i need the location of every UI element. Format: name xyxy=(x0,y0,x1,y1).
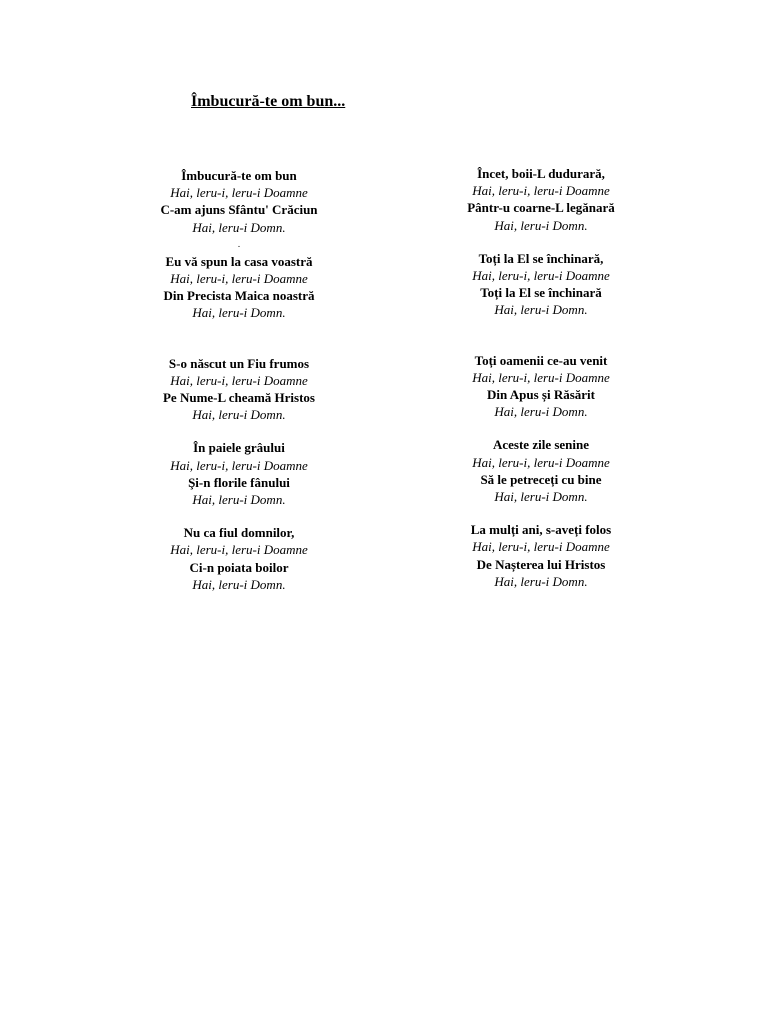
refrain-line: Hai, leru-i Domn. xyxy=(192,492,286,508)
refrain-line: Hai, leru-i, leru-i Doamne xyxy=(170,542,308,558)
stanza xyxy=(421,352,661,421)
refrain-line: Hai, leru-i, leru-i Doamne xyxy=(472,369,610,385)
stanza xyxy=(421,521,661,590)
verse-line: Din Apus și Răsărit xyxy=(487,387,595,403)
refrain-line: Hai, leru-i, leru-i Doamne xyxy=(472,268,610,284)
refrain-line: Hai, leru-i, leru-i Doamne xyxy=(472,454,610,470)
verse-line: Să le petreceți cu bine xyxy=(480,471,602,487)
verse-line: S-o născut un Fiu frumos xyxy=(168,355,310,371)
stanza xyxy=(421,165,661,234)
stanza xyxy=(119,355,359,424)
right-column xyxy=(421,165,661,590)
refrain-line: Hai, leru-i, leru-i Doamne xyxy=(170,185,308,201)
stanza xyxy=(119,253,359,322)
stanza xyxy=(119,524,359,593)
verse-line: Încet, boii-L dudurară, xyxy=(477,166,605,181)
verse-line: Ci-n poiata boilor xyxy=(189,559,289,575)
verse-line: Pântr-u coarne-L legănară xyxy=(467,200,615,216)
verse-line: Pe Nume-L cheamă Hristos xyxy=(162,390,315,406)
refrain-line: Hai, leru-i Domn. xyxy=(494,404,588,420)
stanza xyxy=(421,250,661,319)
document-title: Îmbucură-te om bun... xyxy=(191,93,346,110)
refrain-line: Hai, leru-i Domn. xyxy=(494,573,588,589)
verse-line: În paiele grâului xyxy=(193,440,285,456)
verse-line: De Nașterea lui Hristos xyxy=(476,556,606,572)
stanza xyxy=(421,436,661,505)
refrain-line: Hai, leru-i Domn. xyxy=(192,576,286,592)
verse-line: Toți la El se închinară xyxy=(480,285,602,301)
refrain-line: Hai, leru-i, leru-i Doamne xyxy=(472,183,610,199)
verse-line: Eu vă spun la casa voastră xyxy=(165,253,313,269)
refrain-line: Hai, leru-i Domn. xyxy=(192,305,286,321)
refrain-line: Hai, leru-i, leru-i Doamne xyxy=(472,539,610,555)
refrain-line: Hai, leru-i Domn. xyxy=(192,219,286,235)
refrain-line: Hai, leru-i, leru-i Doamne xyxy=(170,457,308,473)
refrain-line: Hai, leru-i Domn. xyxy=(494,489,588,505)
refrain-line: Hai, leru-i Domn. xyxy=(494,302,588,318)
verse-line: Toți oamenii ce-au venit xyxy=(474,352,608,368)
verse-line: Nu ca fiul domnilor, xyxy=(183,525,295,541)
refrain-line: Hai, leru-i Domn. xyxy=(494,217,588,233)
verse-line: Toți la El se închinară, xyxy=(478,250,604,266)
verse-line: La mulți ani, s-aveți folos xyxy=(470,522,612,538)
verse-line: Şi-n florile fânului xyxy=(188,474,290,490)
refrain-line: Hai, leru-i Domn. xyxy=(192,407,286,423)
stanza xyxy=(119,439,359,508)
verse-line: Din Precista Maica noastră xyxy=(163,288,315,304)
left-column xyxy=(119,167,359,593)
refrain-line: Hai, leru-i, leru-i Doamne xyxy=(170,271,308,287)
verse-line: C-am ajuns Sfântu' Crăciun xyxy=(160,202,318,218)
stanza xyxy=(119,167,359,236)
verse-line: Îmbucură-te om bun xyxy=(181,168,297,183)
verse-line: Aceste zile senine xyxy=(492,437,590,453)
refrain-line: Hai, leru-i, leru-i Doamne xyxy=(170,372,308,388)
stray-dot: . xyxy=(237,238,241,249)
